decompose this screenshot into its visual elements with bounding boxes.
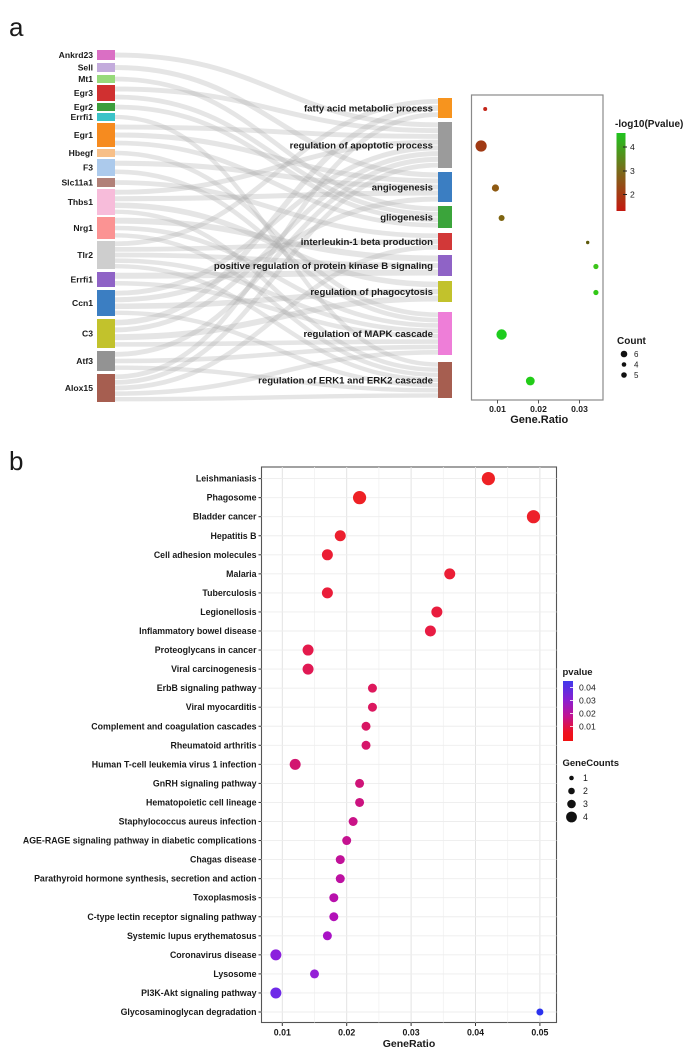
sankey-term-label: regulation of ERK1 and ERK2 cascade (258, 375, 433, 387)
kegg-dot (290, 759, 301, 770)
sankey-gene-node (97, 290, 115, 316)
kegg-dot (342, 836, 351, 845)
sankey-gene-node (97, 113, 115, 121)
sankey-term-label: regulation of MAPK cascade (303, 329, 433, 340)
go-dot (586, 241, 589, 244)
kegg-dot (303, 664, 314, 675)
go-dot (593, 290, 598, 295)
sankey-gene-label: Ankrd23 (58, 50, 93, 60)
sankey-gene-node (97, 189, 115, 215)
kegg-pathway-label: Proteoglycans in cancer (154, 645, 257, 656)
go-size-legend-dot (621, 372, 627, 378)
kegg-size-legend-title: GeneCounts (562, 758, 619, 769)
sankey-term-node (438, 233, 452, 250)
sankey-gene-label: Thbs1 (67, 197, 93, 207)
x-tick-label: 0.01 (489, 404, 506, 414)
sankey-term-node (438, 206, 452, 228)
kegg-pathway-label: C-type lectin receptor signaling pathway (87, 911, 257, 922)
kegg-dot (335, 530, 346, 541)
sankey-term-label: interleukin-1 beta production (300, 237, 433, 248)
sankey-term-label: regulation of apoptotic process (289, 140, 433, 152)
kegg-dot (482, 472, 495, 485)
kegg-pathway-label: Legionellosis (200, 606, 257, 617)
go-dot (499, 215, 505, 221)
sankey-gene-node (97, 63, 115, 72)
kegg-color-legend-tick-label: 0.03 (579, 695, 596, 706)
kegg-dot (353, 491, 366, 504)
kegg-dot (431, 606, 442, 617)
kegg-dot (362, 741, 371, 750)
kegg-color-legend-tick-label: 0.02 (579, 708, 596, 719)
sankey-gene-node (97, 159, 115, 176)
kegg-pathway-label: Toxoplasmosis (193, 892, 257, 903)
sankey-gene-node (97, 178, 115, 187)
kegg-pathway-label: Glycosaminoglycan degradation (120, 1007, 257, 1017)
go-dotplot (472, 95, 684, 426)
kegg-dot (444, 568, 455, 579)
sankey-gene-label: Tlr2 (77, 250, 93, 260)
x-tick-label: 0.02 (338, 1027, 356, 1038)
kegg-dot (270, 949, 281, 960)
kegg-dot (368, 703, 377, 712)
sankey-term-label: regulation of phagocytosis (310, 287, 433, 298)
sankey-gene-label: Ccn1 (71, 298, 93, 308)
sankey-gene-node (97, 241, 115, 269)
sankey-gene-node (97, 149, 115, 157)
kegg-color-legend-bar (563, 681, 573, 741)
sankey-gene-label: C3 (82, 328, 93, 339)
kegg-size-legend-dot (566, 812, 577, 823)
sankey-link (115, 193, 438, 199)
kegg-pathway-label: ErbB signaling pathway (156, 683, 257, 694)
kegg-size-legend-label: 4 (583, 812, 588, 822)
kegg-color-legend-title: pvalue (562, 667, 593, 678)
sankey-link (115, 342, 438, 345)
kegg-pathway-label: Staphylococcus aureus infection (118, 816, 257, 827)
kegg-dot (336, 855, 345, 864)
kegg-pathway-label: Viral carcinogenesis (171, 664, 257, 675)
sankey-term-node (438, 362, 452, 398)
sankey-gene-node (97, 374, 115, 402)
go-dot (593, 264, 598, 269)
kegg-pathway-label: Bladder cancer (192, 511, 257, 522)
kegg-color-legend-tick-label: 0.04 (579, 682, 596, 693)
kegg-pathway-label: Parathyroid hormone synthesis, secretion and action (34, 873, 257, 884)
sankey-term-label: fatty acid metabolic process (303, 103, 433, 115)
go-dot (476, 140, 487, 151)
sankey-gene-node (97, 272, 115, 287)
kegg-dot (322, 549, 333, 560)
kegg-size-legend-label: 3 (583, 799, 588, 809)
go-x-axis-title: Gene.Ratio (510, 414, 569, 426)
kegg-dot (329, 912, 338, 921)
sankey-gene-label: F3 (82, 162, 93, 173)
sankey-term-node (438, 98, 452, 118)
go-size-legend-label: 6 (634, 349, 639, 359)
kegg-plot-frame (262, 467, 557, 1023)
go-size-legend-title: Count (617, 336, 646, 347)
kegg-dot (336, 874, 345, 883)
sankey-gene-node (97, 123, 115, 147)
sankey-chart (59, 50, 452, 402)
kegg-dot (303, 645, 314, 656)
go-dot (496, 329, 506, 339)
sankey-gene-label: Egr1 (73, 130, 93, 140)
sankey-gene-node (97, 50, 115, 60)
go-size-legend-label: 5 (634, 370, 639, 380)
go-size-legend-label: 4 (634, 360, 639, 370)
go-color-legend-title: -log10(Pvalue) (615, 119, 684, 130)
sankey-gene-node (97, 85, 115, 101)
kegg-pathway-label: Rheumatoid arthritis (170, 740, 257, 751)
sankey-gene-label: Egr2 (73, 102, 93, 112)
kegg-pathway-label: AGE-RAGE signaling pathway in diabetic complications (22, 835, 257, 846)
kegg-pathway-label: Systemic lupus erythematosus (126, 930, 257, 941)
go-dot (526, 377, 535, 386)
go-color-legend-tick-label: 2 (630, 189, 635, 200)
sankey-gene-label: Errfi1 (70, 112, 93, 122)
kegg-dot (425, 626, 436, 637)
kegg-pathway-label: PI3K-Akt signaling pathway (141, 987, 257, 998)
kegg-pathway-label: Chagas disease (189, 854, 257, 865)
sankey-gene-label: Atf3 (76, 356, 93, 366)
sankey-term-node (438, 172, 452, 202)
kegg-color-legend-tick-label: 0.01 (579, 721, 596, 732)
sankey-term-label: angiogenesis (371, 182, 433, 194)
sankey-gene-label: Errfi1 (70, 274, 93, 285)
sankey-term-node (438, 312, 452, 355)
go-color-legend-tick-label: 4 (630, 142, 635, 152)
x-tick-label: 0.04 (466, 1027, 485, 1038)
kegg-dot (527, 510, 540, 523)
kegg-dot (323, 931, 332, 940)
kegg-dot (310, 969, 319, 978)
kegg-pathway-label: Malaria (226, 568, 257, 579)
kegg-pathway-label: Hematopoietic cell lineage (146, 797, 257, 808)
kegg-dot (322, 587, 333, 598)
kegg-dot (536, 1009, 543, 1016)
sankey-link (115, 395, 438, 399)
sankey-gene-label: Mt1 (78, 74, 93, 84)
kegg-pathway-label: Human T-cell leukemia virus 1 infection (91, 759, 257, 770)
sankey-gene-node (97, 103, 115, 111)
go-dot (492, 184, 499, 191)
sankey-gene-label: Alox15 (64, 383, 93, 393)
kegg-pathway-label: Phagosome (206, 492, 257, 503)
panel-b-label: b (9, 446, 24, 476)
kegg-pathway-label: Viral myocarditis (185, 702, 257, 713)
go-plot-frame (472, 95, 604, 400)
kegg-size-legend-dot (569, 776, 574, 781)
panel-a-label: a (9, 12, 24, 42)
x-tick-label: 0.03 (402, 1027, 420, 1038)
go-color-legend-tick-label: 3 (630, 166, 635, 176)
kegg-dot (329, 893, 338, 902)
kegg-x-axis-title: GeneRatio (382, 1038, 436, 1050)
kegg-dot (355, 779, 364, 788)
go-dot (483, 107, 487, 111)
kegg-dot (270, 987, 281, 998)
go-size-legend-dot (621, 351, 628, 358)
sankey-gene-label: Sell (77, 62, 93, 73)
kegg-pathway-label: Lysosome (213, 968, 257, 979)
sankey-term-node (438, 122, 452, 168)
kegg-pathway-label: Leishmaniasis (195, 473, 257, 484)
kegg-dot (355, 798, 364, 807)
sankey-term-node (438, 281, 452, 302)
sankey-gene-node (97, 351, 115, 371)
sankey-gene-node (97, 217, 115, 239)
sankey-term-label: gliogenesis (380, 212, 433, 224)
kegg-pathway-label: Inflammatory bowel disease (139, 626, 257, 636)
kegg-dot (349, 817, 358, 826)
kegg-dot (362, 722, 371, 731)
go-size-legend-dot (622, 362, 627, 367)
kegg-pathway-label: Coronavirus disease (169, 949, 257, 960)
sankey-gene-node (97, 319, 115, 348)
kegg-pathway-label: GnRH signaling pathway (152, 778, 257, 789)
sankey-term-node (438, 255, 452, 276)
go-color-legend-bar (617, 133, 626, 211)
kegg-pathway-label: Complement and coagulation cascades (91, 721, 257, 732)
kegg-pathway-label: Hepatitis B (210, 530, 257, 541)
x-tick-label: 0.05 (531, 1027, 549, 1038)
sankey-gene-label: Nrg1 (73, 223, 93, 233)
sankey-gene-label: Slc11a1 (61, 177, 93, 188)
sankey-gene-label: Egr3 (73, 88, 93, 98)
kegg-pathway-label: Tuberculosis (202, 587, 257, 598)
kegg-pathway-label: Cell adhesion molecules (153, 549, 257, 560)
sankey-term-label: positive regulation of protein kinase B signaling (213, 261, 433, 272)
x-tick-label: 0.02 (530, 404, 547, 414)
x-tick-label: 0.01 (273, 1027, 291, 1038)
sankey-gene-node (97, 75, 115, 83)
sankey-gene-label: Hbegf (68, 148, 93, 158)
kegg-dot (368, 684, 377, 693)
x-tick-label: 0.03 (571, 404, 588, 414)
kegg-size-legend-label: 1 (583, 773, 588, 783)
kegg-dotplot (23, 467, 619, 1050)
kegg-size-legend-dot (568, 788, 575, 795)
kegg-size-legend-label: 2 (583, 786, 588, 796)
kegg-size-legend-dot (567, 800, 576, 809)
